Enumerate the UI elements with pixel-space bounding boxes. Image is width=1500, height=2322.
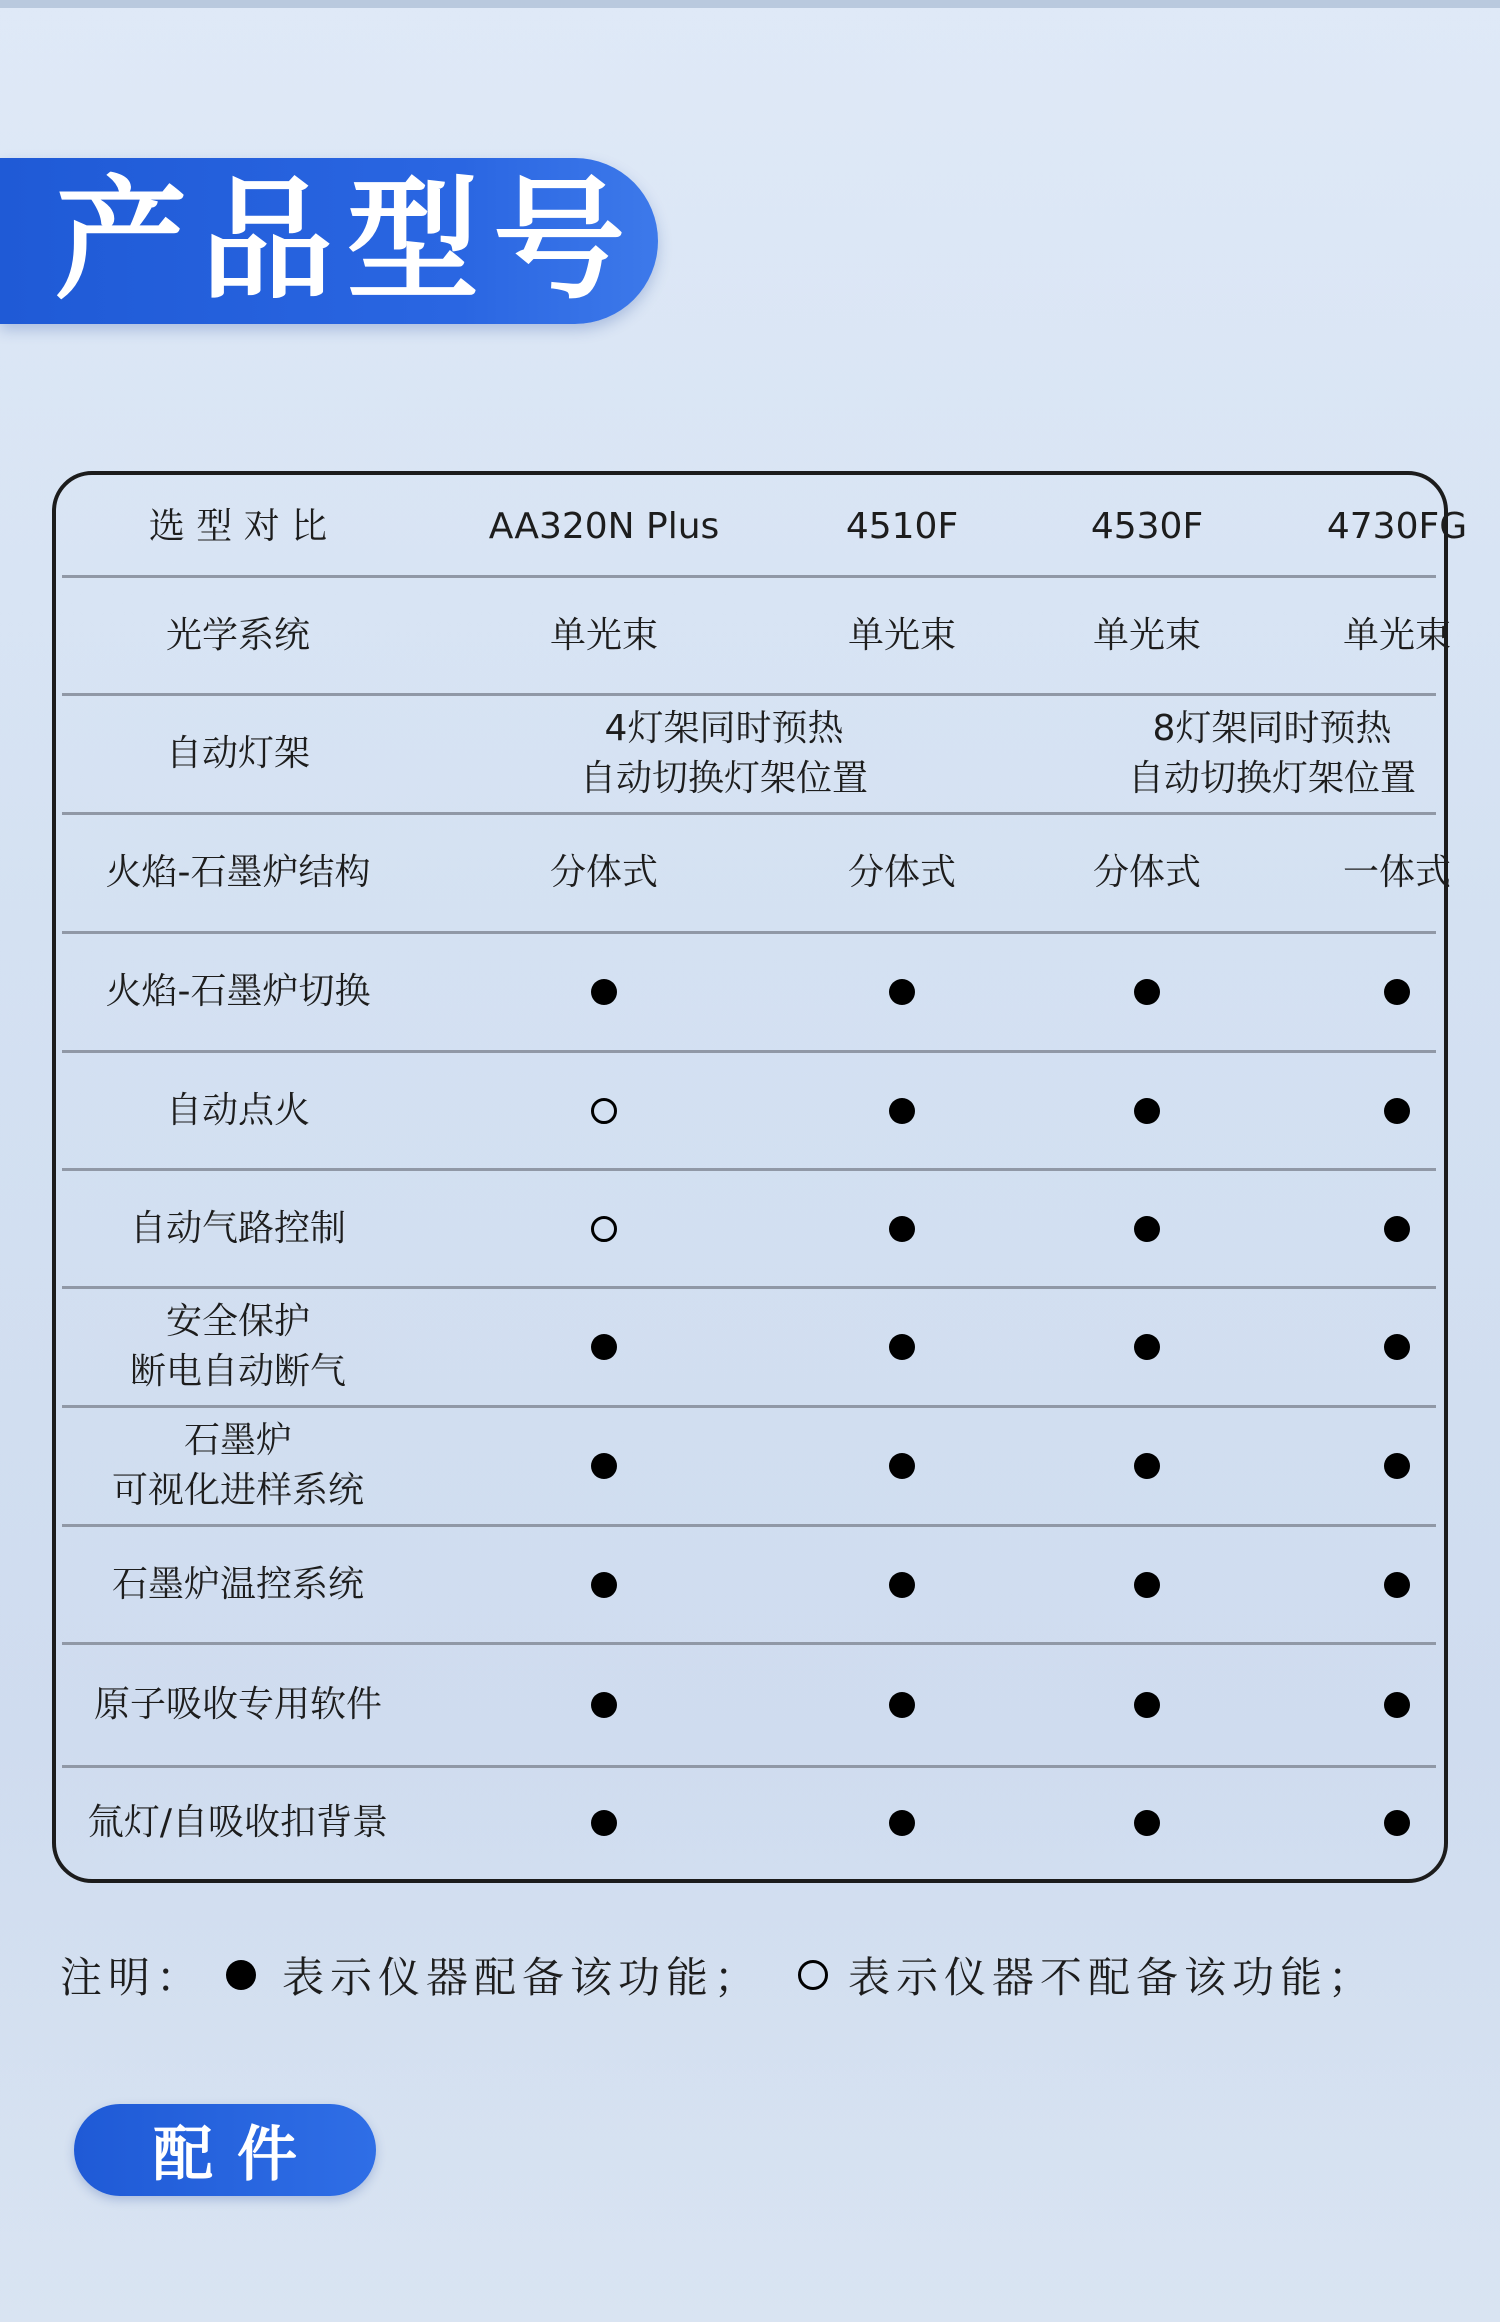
table-cell: 分体式 [847,852,956,893]
row-label: 火焰-石墨炉结构 [105,852,371,893]
table-cell [1207,934,1500,1050]
filled-dot-icon [889,1810,915,1836]
hollow-circle-icon [798,1960,828,1990]
hollow-circle-icon [591,1098,617,1124]
hollow-circle-icon [591,1216,617,1242]
filled-dot-icon [591,1572,617,1598]
accessories-label: 配件 [153,2120,321,2190]
row-label [62,1645,414,1765]
table-cell [1207,1645,1500,1765]
filled-dot-icon [889,979,915,1005]
row-label: 自动灯架 [165,733,310,774]
legend-equipped-text: 表示仪器配备该功能； [282,1953,763,2002]
filled-dot-icon [889,1098,915,1124]
row-label-line: 石墨炉温控系统 [111,1563,364,1605]
header-model: 4530F [1090,505,1204,547]
filled-dot-icon [1134,1810,1160,1836]
page-title-banner [0,158,658,324]
filled-dot-icon [889,1334,915,1360]
filled-dot-icon [591,1334,617,1360]
filled-dot-icon [1134,979,1160,1005]
table-header-row [62,478,1468,578]
table-cell [1207,1768,1500,1878]
cell-line: 自动切换灯架位置 [579,758,868,799]
header-compare-label: 选 型 对 比 [148,505,328,547]
table-cell [1207,1171,1500,1286]
row-label [62,1527,414,1642]
filled-dot-icon [1134,1692,1160,1718]
merged-cell-group-b [957,696,1500,812]
filled-dot-icon [226,1960,256,1990]
table-row-feature [62,1289,1436,1408]
filled-dot-icon [591,1453,617,1479]
table-row-furnace-structure [62,815,1451,934]
row-label [62,1171,414,1286]
row-label [62,1768,414,1878]
row-label [62,1289,414,1405]
accessories-section-badge [74,2104,376,2196]
filled-dot-icon [1384,1692,1410,1718]
row-label-line: 自动气路控制 [129,1207,346,1249]
filled-dot-icon [1134,1453,1160,1479]
filled-dot-icon [1384,1216,1410,1242]
table-row-feature [62,1768,1436,1878]
legend-prefix: 注明： [60,1953,205,2002]
filled-dot-icon [889,1572,915,1598]
table-cell [1207,1053,1500,1168]
row-label-line: 自动点火 [165,1089,310,1131]
table-row-feature [62,1408,1436,1527]
table-cell [1207,1289,1500,1405]
row-label-line: 可视化进样系统 [111,1470,364,1511]
filled-dot-icon [1384,1453,1410,1479]
filled-dot-icon [1134,1098,1160,1124]
table-row-optical-system [62,578,1451,696]
header-model: 4510F [845,505,959,547]
table-cell: 分体式 [549,852,658,893]
table-cell: 单光束 [549,614,658,656]
table-cell: 分体式 [1092,852,1201,893]
table-row-feature [62,1527,1436,1645]
filled-dot-icon [1384,1572,1410,1598]
row-label: 光学系统 [165,614,310,656]
header-model: AA320N Plus [488,505,720,547]
cell-line: 自动切换灯架位置 [1127,758,1416,799]
cell-line: 8灯架同时预热 [1152,708,1392,749]
filled-dot-icon [591,1692,617,1718]
table-row-feature [62,934,1436,1053]
filled-dot-icon [1134,1216,1160,1242]
table-row-feature [62,1645,1436,1768]
page-title: 产品型号 [55,164,639,318]
filled-dot-icon [1384,1810,1410,1836]
filled-dot-icon [591,979,617,1005]
row-label-line: 氚灯/自吸收扣背景 [87,1802,389,1843]
filled-dot-icon [1134,1334,1160,1360]
row-label [62,934,414,1050]
merged-cell-group-a [414,696,1034,812]
table-row-lamp-turret [62,696,1436,815]
table-cell [1207,1527,1500,1642]
filled-dot-icon [889,1692,915,1718]
filled-dot-icon [1384,1098,1410,1124]
top-divider-strip [0,0,1500,8]
row-label-line: 火焰-石墨炉切换 [105,971,371,1012]
header-model: 4730FG [1326,505,1468,547]
cell-line: 4灯架同时预热 [604,708,844,749]
row-label-line: 断电自动断气 [129,1351,346,1392]
table-cell: 单光束 [1342,614,1451,656]
table-cell: 单光束 [847,614,956,656]
row-label-line: 石墨炉 [183,1420,292,1461]
legend-note [60,1947,1376,2003]
filled-dot-icon [1384,979,1410,1005]
table-cell [1207,1408,1500,1524]
legend-not-equipped-text: 表示仪器不配备该功能； [848,1953,1377,2002]
table-row-feature [62,1171,1436,1289]
filled-dot-icon [1384,1334,1410,1360]
filled-dot-icon [889,1453,915,1479]
table-row-feature [62,1053,1436,1171]
filled-dot-icon [1134,1572,1160,1598]
filled-dot-icon [889,1216,915,1242]
table-cell: 单光束 [1092,614,1201,656]
row-label [62,1053,414,1168]
row-label [62,1408,414,1524]
row-label-line: 原子吸收专用软件 [93,1684,382,1725]
filled-dot-icon [591,1810,617,1836]
row-label-line: 安全保护 [165,1301,310,1342]
table-cell: 一体式 [1342,852,1451,893]
